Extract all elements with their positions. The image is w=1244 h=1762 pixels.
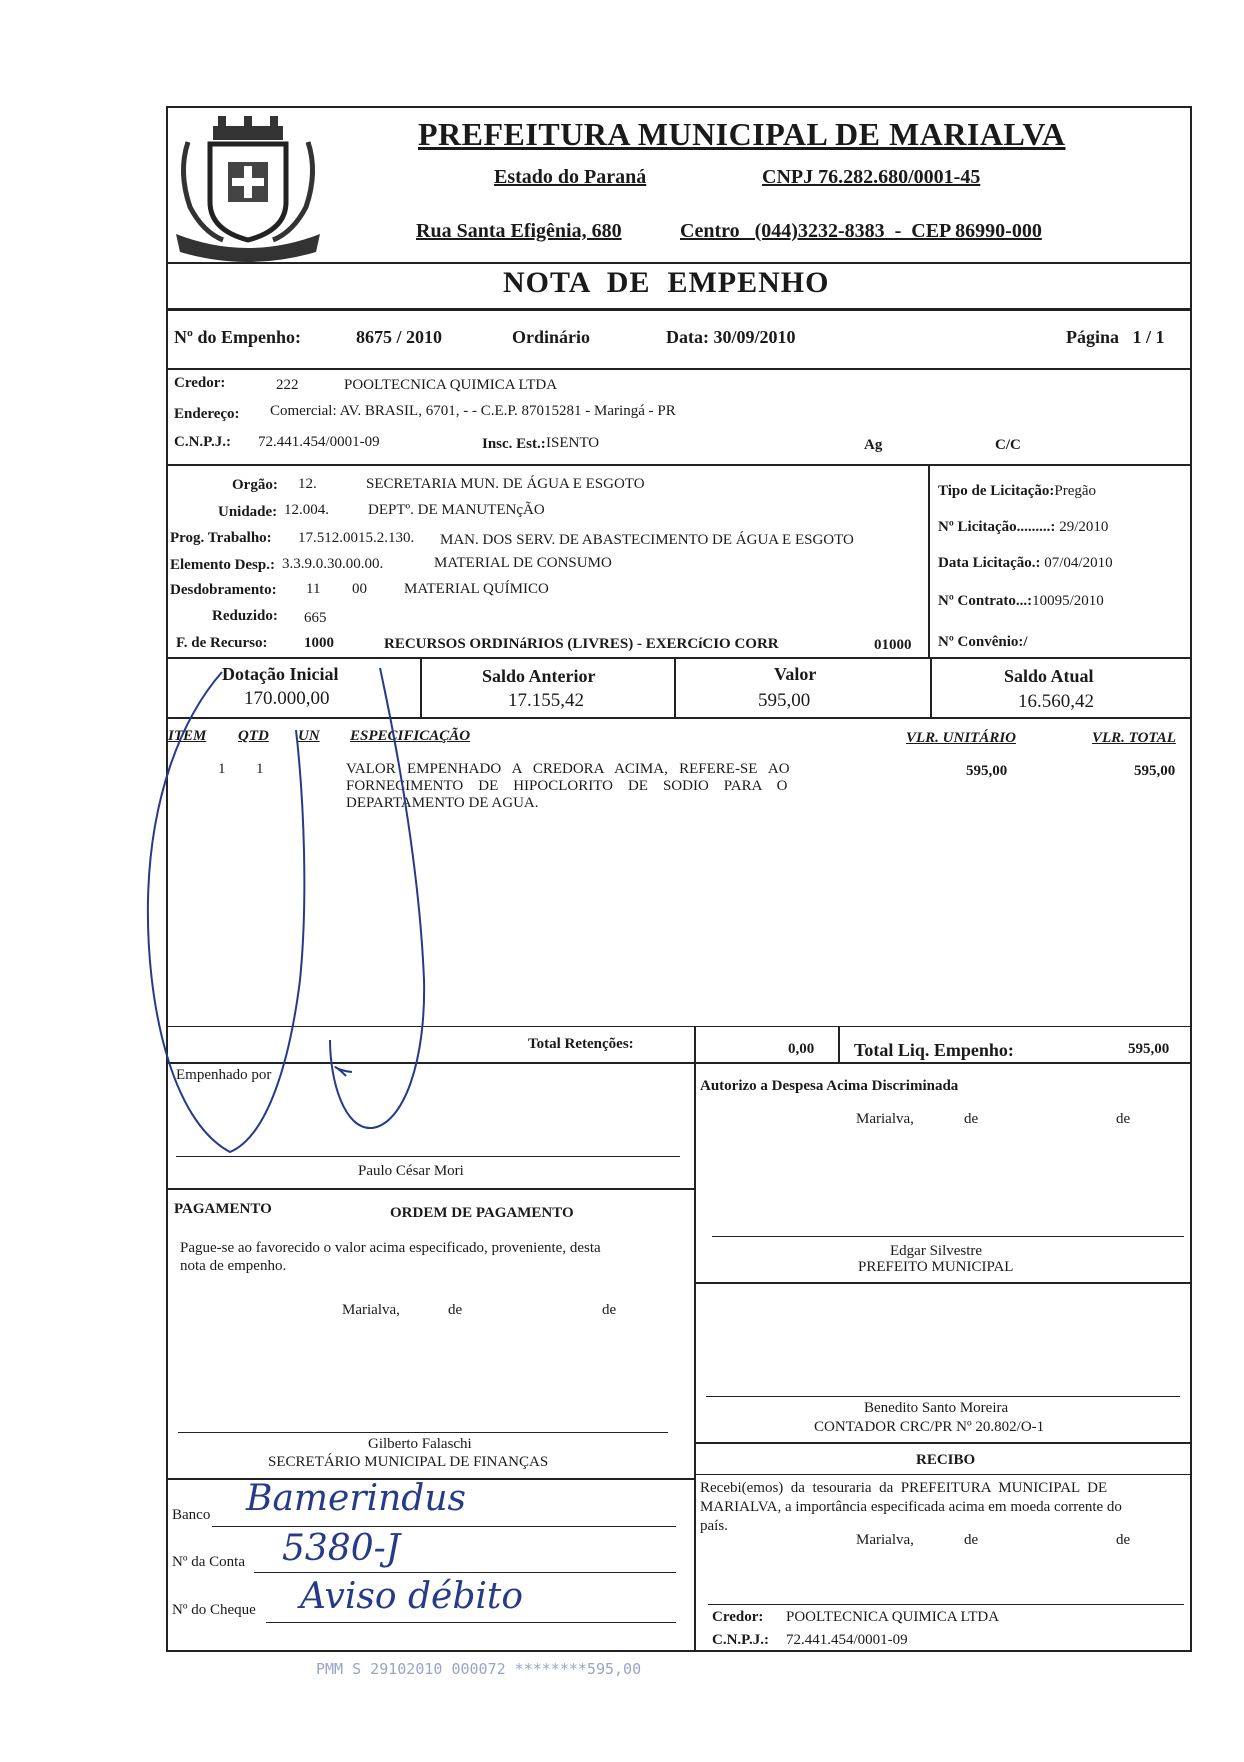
date-de: de xyxy=(448,1302,463,1318)
prog-code: 17.512.0015.2.130. xyxy=(298,530,415,546)
date-de: de xyxy=(1116,1532,1131,1548)
municipality-contact: Centro (044)3232-8383 - CEP 86990-000 xyxy=(680,220,1042,242)
item-unit-value: 595,00 xyxy=(966,763,1008,779)
date-de: de xyxy=(1116,1111,1131,1127)
date-de: de xyxy=(964,1532,979,1548)
desdobramento-name: MATERIAL QUÍMICO xyxy=(404,581,549,597)
licitacao-number-label: Nº Licitação.........: 29/2010 xyxy=(938,519,1109,535)
recurso-label: F. de Recurso: xyxy=(176,635,268,651)
item-description-line: FORNECIMENTO DE HIPOCLORITO DE SODIO PARA O xyxy=(346,778,788,794)
date-place: Marialva, xyxy=(856,1532,914,1548)
dotacao-label: Dotação Inicial xyxy=(222,664,339,684)
date-de: de xyxy=(602,1302,617,1318)
elemento-code: 3.3.9.0.30.00.00. xyxy=(282,556,384,572)
date-place: Marialva, xyxy=(856,1111,914,1127)
desdobramento-label: Desdobramento: xyxy=(170,582,277,598)
licitacao-type: Pregão xyxy=(1054,483,1097,499)
recurso-sub: 01000 xyxy=(874,637,912,653)
valor-value: 595,00 xyxy=(758,690,811,711)
municipality-street: Rua Santa Efigênia, 680 xyxy=(416,220,622,242)
prefeito-name: Edgar Silvestre xyxy=(890,1243,983,1259)
bank-stamp: PMM S 29102010 000072 ********595,00 xyxy=(316,1660,642,1678)
contador-title: CONTADOR CRC/PR Nº 20.802/O-1 xyxy=(814,1419,1045,1435)
licitacao-date-label: Data Licitação.: 07/04/2010 xyxy=(938,555,1113,571)
item-description-line: VALOR EMPENHADO A CREDORA ACIMA, REFERE-SE AO xyxy=(346,761,790,777)
unidade-label: Unidade: xyxy=(218,504,278,520)
retencoes-value: 0,00 xyxy=(788,1041,815,1057)
col-especificacao: ESPECIFICAÇÃO xyxy=(350,728,471,744)
empenho-number-label: Nº do Empenho: xyxy=(174,327,301,347)
total-liquido-label: Total Liq. Empenho: xyxy=(854,1040,1014,1060)
credor-cnpj: 72.441.454/0001-09 xyxy=(258,434,380,450)
recibo-cnpj: 72.441.454/0001-09 xyxy=(786,1632,908,1648)
date-place: Marialva, xyxy=(342,1302,400,1318)
autorizo-text: Autorizo a Despesa Acima Discriminada xyxy=(700,1078,959,1094)
cnpj-label: C.N.P.J.: xyxy=(174,434,231,450)
desdobramento-code: 11 xyxy=(306,581,321,597)
page-number: Página 1 / 1 xyxy=(1066,327,1165,347)
reduzido-label: Reduzido: xyxy=(212,608,278,624)
recibo-text: MARIALVA, a importância especificada acima em moeda corrente do xyxy=(700,1499,1122,1515)
recibo-credor-name: POOLTECNICA QUIMICA LTDA xyxy=(786,1609,1000,1625)
reduzido-value: 665 xyxy=(304,610,327,626)
recibo-credor-label: Credor: xyxy=(712,1609,764,1625)
orgao-code: 12. xyxy=(298,476,317,492)
state-name: Estado do Paraná xyxy=(494,166,647,188)
recibo-text: Recebi(emos) da tesouraria da PREFEITURA MUNICIPAL DE xyxy=(700,1480,1108,1496)
saldo-anterior-label: Saldo Anterior xyxy=(482,666,596,686)
total-liquido-value: 595,00 xyxy=(1128,1041,1170,1057)
prog-label: Prog. Trabalho: xyxy=(170,530,272,546)
insc-label: Insc. Est.: xyxy=(482,436,546,452)
elemento-label: Elemento Desp.: xyxy=(170,557,275,573)
credor-name: POOLTECNICA QUIMICA LTDA xyxy=(344,377,558,393)
empenho-date: Data: 30/09/2010 xyxy=(666,327,796,347)
prog-name: MAN. DOS SERV. DE ABASTECIMENTO DE ÁGUA E ESGOTO xyxy=(440,532,854,548)
secretario-title: SECRETÁRIO MUNICIPAL DE FINANÇAS xyxy=(268,1454,549,1470)
secretario-name: Gilberto Falaschi xyxy=(368,1436,472,1452)
empenhado-por-name: Paulo César Mori xyxy=(358,1163,464,1179)
cheque-handwritten: Aviso débito xyxy=(300,1576,524,1617)
banco-handwritten: Bamerindus xyxy=(246,1478,466,1519)
municipality-cnpj: CNPJ 76.282.680/0001-45 xyxy=(762,166,981,188)
saldo-atual-label: Saldo Atual xyxy=(1004,666,1094,686)
desdobramento-sub: 00 xyxy=(352,581,367,597)
address-label: Endereço: xyxy=(174,406,240,422)
saldo-atual-value: 16.560,42 xyxy=(1018,691,1094,712)
col-item: ITEM xyxy=(168,728,207,744)
municipality-title: PREFEITURA MUNICIPAL DE MARIALVA xyxy=(418,116,1066,152)
conta-label: Nº da Conta xyxy=(172,1554,245,1570)
col-unit-value: VLR. UNITÁRIO xyxy=(906,730,1017,746)
saldo-anterior-value: 17.155,42 xyxy=(508,690,584,711)
recibo-text: país. xyxy=(700,1518,728,1534)
orgao-label: Orgão: xyxy=(232,477,278,493)
banco-label: Banco xyxy=(172,1507,211,1523)
unidade-code: 12.004. xyxy=(284,502,329,518)
document-title: NOTA DE EMPENHO xyxy=(503,266,830,299)
dotacao-value: 170.000,00 xyxy=(244,688,330,709)
prefeito-title: PREFEITO MUNICIPAL xyxy=(858,1259,1014,1275)
recibo-label: RECIBO xyxy=(916,1452,976,1468)
col-total-value: VLR. TOTAL xyxy=(1092,730,1176,746)
convenio-label: Nº Convênio:/ xyxy=(938,634,1028,650)
cc-label: C/C xyxy=(995,437,1021,453)
item-qtd: 1 xyxy=(256,761,264,777)
item-description-line: DEPARTAMENTO DE AGUA. xyxy=(346,795,539,811)
empenho-type: Ordinário xyxy=(512,327,591,347)
credor-insc: ISENTO xyxy=(546,435,600,451)
ordem-pagamento-label: ORDEM DE PAGAMENTO xyxy=(390,1205,574,1221)
licitacao-date: 07/04/2010 xyxy=(1044,555,1113,571)
cheque-label: Nº do Cheque xyxy=(172,1602,256,1618)
credor-code: 222 xyxy=(276,377,299,393)
item-number: 1 xyxy=(218,761,226,777)
pagamento-text: Pague-se ao favorecido o valor acima especificado, proveniente, desta xyxy=(180,1240,601,1256)
licitacao-type-label: Tipo de Licitação:Pregão xyxy=(938,483,1097,499)
pagamento-label: PAGAMENTO xyxy=(174,1201,272,1217)
licitacao-number: 29/2010 xyxy=(1059,519,1109,535)
credor-address: Comercial: AV. BRASIL, 6701, - - C.E.P. 87015281 - Maringá - PR xyxy=(270,403,676,419)
unidade-name: DEPTº. DE MANUTENçÃO xyxy=(368,502,545,518)
retencoes-label: Total Retenções: xyxy=(528,1036,634,1052)
empenho-number: 8675 / 2010 xyxy=(356,327,443,347)
recibo-cnpj-label: C.N.P.J.: xyxy=(712,1632,769,1648)
empenhado-por-label: Empenhado por xyxy=(176,1067,272,1083)
recurso-name: RECURSOS ORDINáRIOS (LIVRES) - EXERCíCIO CORR xyxy=(384,636,779,652)
date-de: de xyxy=(964,1111,979,1127)
credor-label: Credor: xyxy=(174,375,226,391)
ag-label: Ag xyxy=(864,437,883,453)
col-qtd: QTD xyxy=(238,728,269,744)
contrato-number: 10095/2010 xyxy=(1032,593,1104,609)
orgao-name: SECRETARIA MUN. DE ÁGUA E ESGOTO xyxy=(366,476,645,492)
pagamento-text: nota de empenho. xyxy=(180,1258,287,1274)
conta-handwritten: 5380-J xyxy=(282,1528,401,1569)
recurso-code: 1000 xyxy=(304,635,334,651)
col-un: UN xyxy=(298,728,320,744)
elemento-name: MATERIAL DE CONSUMO xyxy=(434,555,612,571)
item-total-value: 595,00 xyxy=(1134,763,1176,779)
valor-label: Valor xyxy=(774,664,817,684)
contrato-label: Nº Contrato...:10095/2010 xyxy=(938,593,1104,609)
contador-name: Benedito Santo Moreira xyxy=(864,1400,1009,1416)
